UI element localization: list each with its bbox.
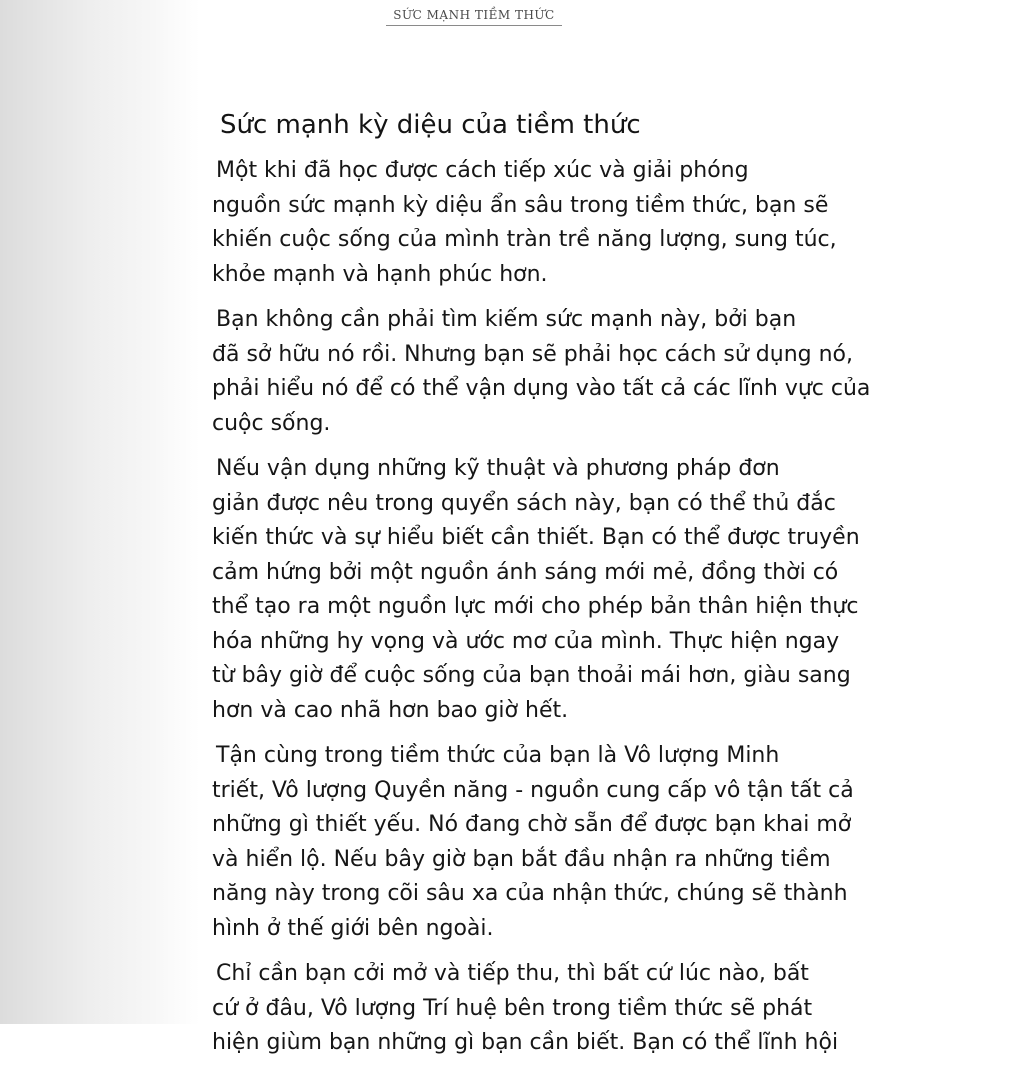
text-line: Chỉ cần bạn cởi mở và tiếp thu, thì bất cứ lúc nào, bất bbox=[216, 961, 809, 986]
text-line: hiện giùm bạn những gì bạn cần biết. Bạn có thể lĩnh hội bbox=[212, 1030, 839, 1055]
text-line: những gì thiết yếu. Nó đang chờ sẵn để được bạn khai mở bbox=[212, 812, 852, 837]
text-line: năng này trong cõi sâu xa của nhận thức, chúng sẽ thành bbox=[212, 881, 848, 906]
text-line: giản được nêu trong quyển sách này, bạn có thể thủ đắc bbox=[212, 490, 836, 516]
text-line: phải hiểu nó để có thể vận dụng vào tất cả các lĩnh vực của bbox=[212, 376, 871, 401]
text-line: kiến thức và sự hiểu biết cần thiết. Bạn có thể được truyền bbox=[212, 525, 860, 550]
text-line: thể tạo ra một nguồn lực mới cho phép bản thân hiện thực bbox=[212, 594, 859, 619]
running-head: SỨC MẠNH TIỀM THỨC bbox=[386, 8, 562, 26]
text-line: và hiển lộ. Nếu bây giờ bạn bắt đầu nhận ra những tiềm bbox=[212, 846, 831, 872]
text-line: cảm hứng bởi một nguồn ánh sáng mới mẻ, đồng thời có bbox=[212, 559, 839, 585]
page-spine-shadow bbox=[0, 0, 200, 1024]
text-line: từ bây giờ để cuộc sống của bạn thoải mái hơn, giàu sang bbox=[212, 663, 851, 688]
paragraph bbox=[212, 303, 871, 441]
text-line: Tận cùng trong tiềm thức của bạn là Vô lượng Minh bbox=[216, 743, 780, 768]
paragraph bbox=[212, 154, 837, 292]
text-line: nguồn sức mạnh kỳ diệu ẩn sâu trong tiềm thức, bạn sẽ bbox=[212, 192, 829, 218]
paragraph-list bbox=[212, 154, 871, 1061]
paragraph bbox=[212, 957, 839, 1061]
page-body bbox=[212, 100, 871, 1072]
text-line: khiến cuộc sống của mình tràn trề năng lượng, sung túc, bbox=[212, 227, 837, 252]
paragraph bbox=[212, 739, 854, 946]
text-line: Bạn không cần phải tìm kiếm sức mạnh này, bởi bạn bbox=[216, 307, 797, 332]
text-line: triết, Vô lượng Quyền năng - nguồn cung cấp vô tận tất cả bbox=[212, 777, 854, 803]
text-line: cứ ở đâu, Vô lượng Trí huệ bên trong tiềm thức sẽ phát bbox=[212, 995, 813, 1021]
text-line: cuộc sống. bbox=[212, 410, 331, 436]
text-line: đã sở hữu nó rồi. Nhưng bạn sẽ phải học cách sử dụng nó, bbox=[212, 341, 853, 367]
text-line: hơn và cao nhã hơn bao giờ hết. bbox=[212, 697, 569, 723]
text-line: Nếu vận dụng những kỹ thuật và phương pháp đơn bbox=[216, 456, 780, 481]
text-line: Một khi đã học được cách tiếp xúc và giải phóng bbox=[216, 158, 749, 183]
text-line: hình ở thế giới bên ngoài. bbox=[212, 915, 494, 941]
text-line: khỏe mạnh và hạnh phúc hơn. bbox=[212, 261, 548, 287]
paragraph bbox=[212, 452, 860, 728]
text-line: hóa những hy vọng và ước mơ của mình. Thực hiện ngay bbox=[212, 628, 840, 654]
chapter-heading: Sức mạnh kỳ diệu của tiềm thức bbox=[220, 110, 641, 140]
